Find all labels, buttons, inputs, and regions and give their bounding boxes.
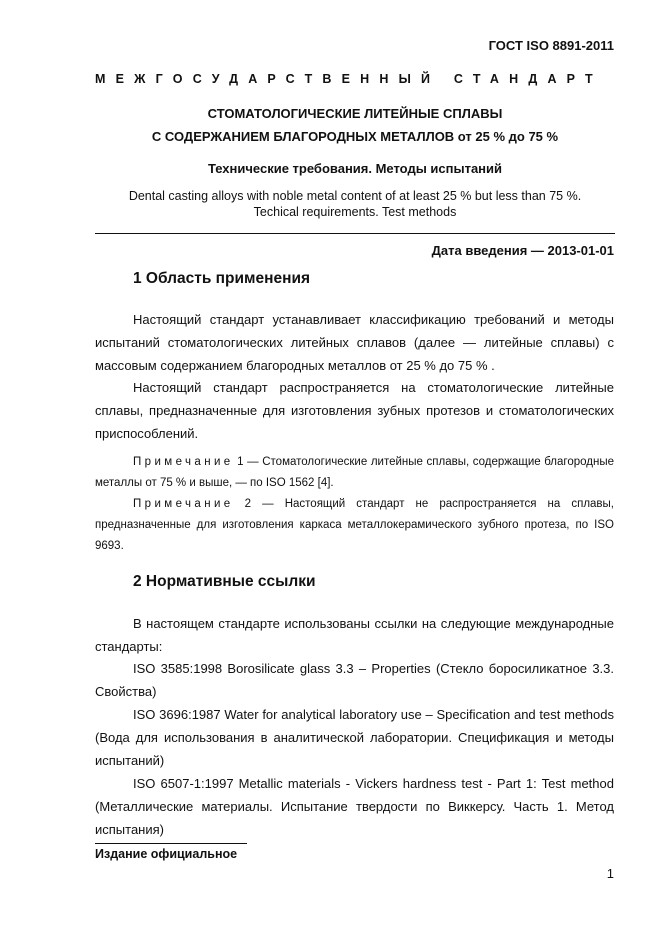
official-edition-label: Издание официальное	[95, 847, 238, 861]
section-heading-scope: 1 Область применения	[133, 270, 311, 287]
introduction-date: Дата введения — 2013-01-01	[431, 243, 614, 258]
note-1	[95, 452, 614, 494]
reference-item: ISO 3696:1987 Water for analytical laboratory use – Specification and test methods (Вода для использования в аналитической лаборатории. Спецификация и методы испытаний)	[95, 707, 614, 768]
references-intro: В настоящем стандарте использованы ссылки на следующие международные стандарты:	[95, 616, 614, 654]
scope-paragraph-2: Настоящий стандарт распространяется на стоматологические литейные сплавы, предназначенные для изготовления зубных протезов и стоматологических приспособлений.	[95, 380, 614, 441]
note-2-label: Примечание	[133, 498, 234, 510]
english-title-line-1: Dental casting alloys with noble metal content of at least 25 % but less than 75 %.	[128, 189, 582, 203]
page-number: 1	[606, 866, 614, 881]
subtitle: Технические требования. Методы испытаний	[207, 161, 503, 176]
note-1-text: 1 — Стоматологические литейные сплавы, содержащие благородные металлы от 75 % и выше, — по ISO 1562 [4].	[95, 456, 614, 489]
reference-item: ISO 6507-1:1997 Metallic materials - Vickers hardness test - Part 1: Test method (Металлические материалы. Испытание твердости по Виккерсу. Часть 1. Метод испытания)	[95, 776, 614, 837]
note-2	[95, 494, 614, 557]
footer-divider	[95, 843, 247, 844]
standard-number: ГОСТ ISO 8891-2011	[488, 38, 614, 53]
title-line-2: С СОДЕРЖАНИЕМ БЛАГОРОДНЫХ МЕТАЛЛОВ от 25 % до 75 %	[151, 129, 559, 144]
scope-paragraph-1: Настоящий стандарт устанавливает классификацию требований и методы испытаний стоматологических литейных сплавов (далее — литейные сплавы) с массовым содержанием благородных металлов от 25 % до 75 % .	[95, 312, 614, 373]
interstate-standard-label: МЕЖГОСУДАРСТВЕННЫЙ СТАНДАРТ	[95, 72, 603, 86]
english-title-line-2: Techical requirements. Test methods	[253, 205, 457, 219]
note-2-text: 2 — Настоящий стандарт не распространяется на сплавы, предназначенные для изготовления каркаса металлокерамического зубного протеза, по ISO 9693.	[95, 498, 614, 552]
title-line-1: СТОМАТОЛОГИЧЕСКИЕ ЛИТЕЙНЫЕ СПЛАВЫ	[207, 106, 503, 121]
note-1-label: Примечание	[133, 456, 234, 468]
section-heading-normative-references: 2 Нормативные ссылки	[133, 573, 316, 590]
header-divider	[95, 233, 615, 234]
reference-item: ISO 3585:1998 Borosilicate glass 3.3 – Properties (Стекло боросиликатное 3.3. Свойства)	[95, 661, 614, 699]
